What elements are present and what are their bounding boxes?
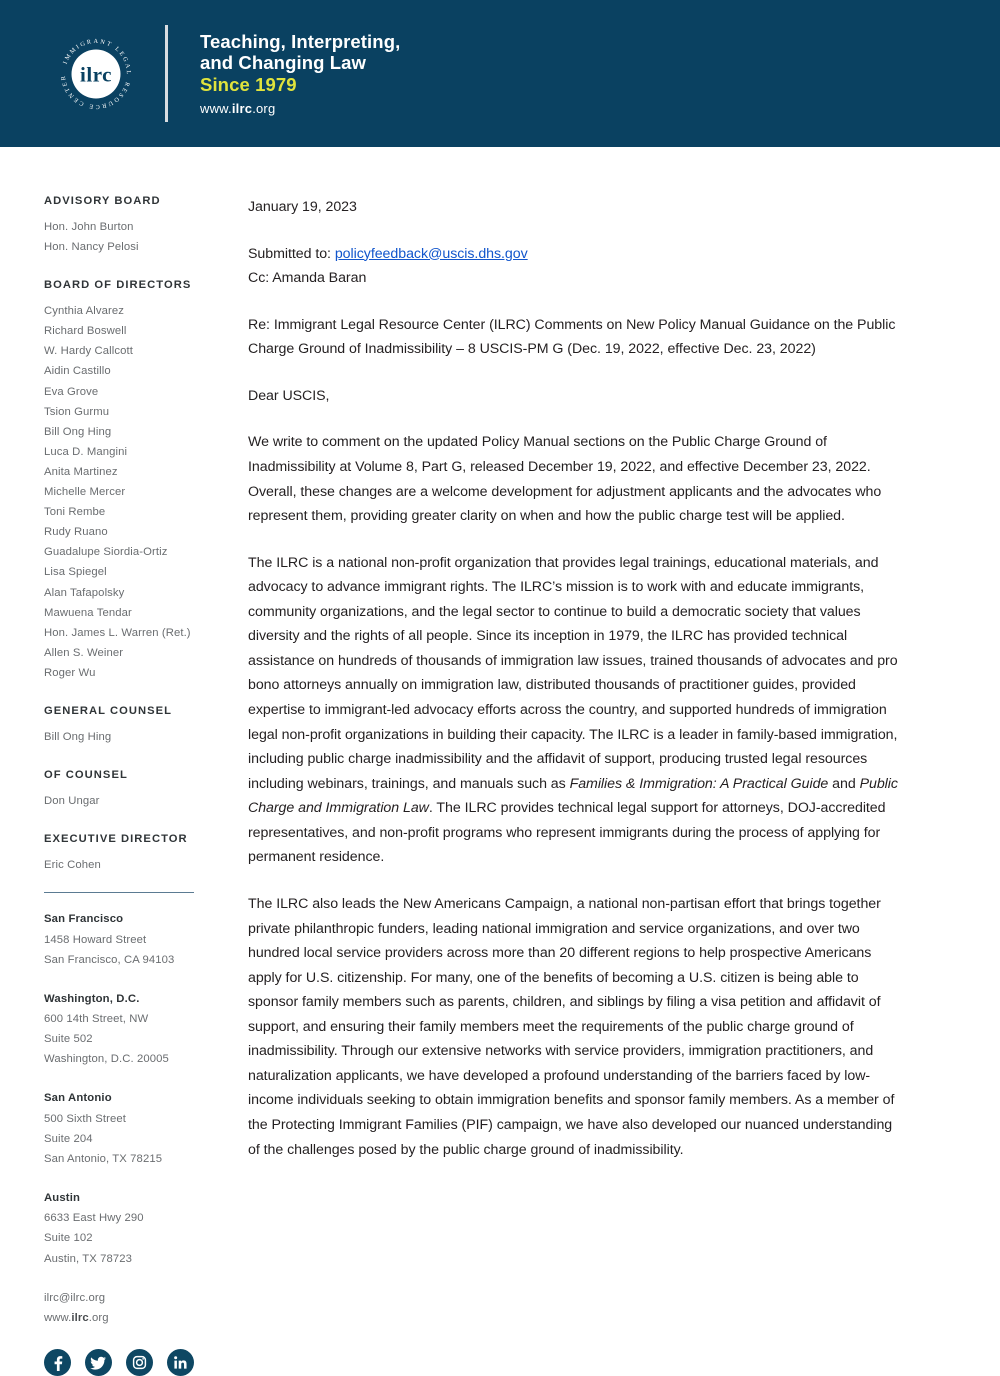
- member-name: Hon. James L. Warren (Ret.): [44, 626, 191, 639]
- header-tagline: [200, 31, 400, 117]
- office-address-line: Suite 204: [44, 1132, 93, 1145]
- office-address-austin: [44, 1188, 210, 1269]
- member-name: Luca D. Mangini: [44, 445, 128, 458]
- paragraph-2-part-b: and: [828, 775, 860, 792]
- policy-feedback-email-link[interactable]: policyfeedback@uscis.dhs.gov: [334, 245, 528, 262]
- office-address-line: Austin, TX 78723: [44, 1252, 133, 1265]
- svg-text:RESOURCE CENTER: RESOURCE CENTER: [59, 73, 131, 110]
- member-name: Eva Grove: [44, 385, 99, 398]
- member-name: Roger Wu: [44, 666, 96, 679]
- ilrc-logo-seal-icon: [55, 33, 137, 115]
- office-address-line: 600 14th Street, NW: [44, 1013, 149, 1026]
- section-heading: ADVISORY BOARD: [44, 195, 161, 207]
- page-header: [0, 0, 1000, 147]
- office-city: San Francisco: [44, 913, 124, 926]
- member-name: Aidin Castillo: [44, 365, 111, 378]
- website-prefix: www.: [44, 1311, 72, 1324]
- office-city: Washington, D.C.: [44, 992, 140, 1005]
- office-address-line: San Antonio, TX 78215: [44, 1152, 163, 1165]
- url-prefix: www.: [200, 101, 232, 117]
- section-heading: BOARD OF DIRECTORS: [44, 279, 192, 292]
- paragraph-1: We write to comment on the updated Policy Manual sections on the Public Charge Ground of Inadmissibility at Volume 8, Part G, released December 19, 2022, and effective December 23, 2022. Overall, these changes are a welcome development for adjustment applicants and the advocates who represent them, providing greater clarity on when and how the public charge test will be applied.: [248, 434, 882, 525]
- svg-text:IMMIGRANT LEGAL: IMMIGRANT LEGAL: [61, 37, 133, 76]
- member-name: Bill Ong Hing: [44, 425, 112, 438]
- contact-website[interactable]: [44, 1308, 210, 1328]
- member-name: Mawuena Tendar: [44, 606, 132, 619]
- section-heading: EXECUTIVE DIRECTOR: [44, 833, 188, 846]
- letter-content: [210, 195, 1000, 1376]
- office-address-san-francisco: [44, 909, 210, 970]
- office-address-line: 6633 East Hwy 290: [44, 1212, 144, 1225]
- book-title-public-charge: Public Charge and Immigration Law: [248, 775, 898, 817]
- paragraph-2-part-c: . The ILRC provides technical legal support for attorneys, DOJ-accredited representatives, and non-profit programs who represent immigrants during the process of applying for permanent residence.: [248, 800, 886, 866]
- website-suffix: .org: [88, 1311, 109, 1324]
- sidebar-section-executive-director: [44, 833, 210, 875]
- member-name: Eric Cohen: [44, 859, 101, 872]
- office-address-line: Suite 102: [44, 1232, 93, 1245]
- letter-date: January 19, 2023: [248, 199, 357, 215]
- website-brand: ilrc: [71, 1311, 89, 1324]
- page-body: [0, 147, 1000, 1376]
- office-address-line: 500 Sixth Street: [44, 1112, 126, 1125]
- salutation: Dear USCIS,: [248, 387, 330, 404]
- office-city: Austin: [44, 1191, 81, 1204]
- svg-text:ilrc: ilrc: [80, 62, 112, 86]
- office-address-line: Suite 502: [44, 1033, 93, 1046]
- header-website-url[interactable]: [200, 101, 400, 116]
- facebook-icon[interactable]: [44, 1349, 71, 1376]
- member-name: Bill Ong Hing: [44, 730, 112, 743]
- member-name: Guadalupe Siordia-Ortiz: [44, 546, 168, 559]
- member-name: Anita Martinez: [44, 465, 118, 478]
- member-name: Cynthia Alvarez: [44, 305, 124, 318]
- cc-line: Cc: Amanda Baran: [248, 270, 367, 287]
- book-title-families-immigration: Families & Immigration: A Practical Guide: [569, 775, 829, 792]
- tagline-since: Since 1979: [200, 74, 297, 96]
- member-name: Richard Boswell: [44, 325, 127, 338]
- social-links: [44, 1349, 210, 1376]
- tagline-line-2: and Changing Law: [200, 52, 367, 74]
- sidebar: [0, 195, 210, 1376]
- url-suffix: .org: [252, 101, 276, 117]
- url-brand: ilrc: [231, 101, 253, 117]
- office-address-line: Washington, D.C. 20005: [44, 1053, 169, 1066]
- paragraph-3: The ILRC also leads the New Americans Campaign, a national non-partisan effort that brings together private philanthropic funders, leading national immigration and service organizations, and over two hundred local service providers across more than 20 different regions to help prospective Americans apply for U.S. citizenship. For many, one of the benefits of becoming a U.S. citizen is being able to sponsor family members such as parents, children, and siblings by filing a visa petition and affidavit of support, and ensuring their family members meet the requirements of the public charge ground of inadmissibility. Through our extensive networks with service providers, immigration practitioners, and naturalization applicants, we have developed a profound understanding of the barriers faced by low-income individuals seeking to obtain immigration benefits and sponsor family members. As a member of the Protecting Immigrant Families (PIF) campaign, we have also developed our nuanced understanding of the challenges posed by the public charge ground of inadmissibility.: [248, 895, 895, 1158]
- paragraph-2: [248, 551, 902, 870]
- sidebar-section-of-counsel: [44, 769, 210, 811]
- sidebar-divider: [44, 892, 194, 893]
- member-name: Tsion Gurmu: [44, 405, 110, 418]
- contact-email[interactable]: ilrc@ilrc.org: [44, 1291, 106, 1304]
- section-heading: OF COUNSEL: [44, 769, 128, 782]
- member-name: Rudy Ruano: [44, 526, 108, 539]
- office-address-san-antonio: [44, 1088, 210, 1169]
- twitter-icon[interactable]: [85, 1349, 112, 1376]
- office-city: San Antonio: [44, 1092, 112, 1105]
- section-heading: GENERAL COUNSEL: [44, 704, 173, 717]
- office-address-line: 1458 Howard Street: [44, 933, 147, 946]
- member-name: Hon. Nancy Pelosi: [44, 241, 139, 254]
- member-name: Michelle Mercer: [44, 486, 126, 499]
- submitted-to-line: [248, 242, 902, 267]
- tagline-line-1: Teaching, Interpreting,: [200, 30, 401, 52]
- linkedin-icon[interactable]: [167, 1349, 194, 1376]
- re-line: Re: Immigrant Legal Resource Center (ILRC) Comments on New Policy Manual Guidance on the Public Charge Ground of Inadmissibility – 8 USCIS-PM G (Dec. 19, 2022, effective Dec. 23, 2022): [248, 316, 896, 358]
- sidebar-section-general-counsel: [44, 705, 210, 747]
- header-vertical-divider: [165, 25, 168, 122]
- member-name: Allen S. Weiner: [44, 646, 124, 659]
- member-name: Toni Rembe: [44, 506, 106, 519]
- sidebar-section-advisory-board: [44, 195, 210, 257]
- paragraph-2-part-a: The ILRC is a national non-profit organization that provides legal trainings, educational materials, and advocacy to advance immigrant rights. The ILRC’s mission is to work with and educate immigrants, community organizations, and the legal sector to continue to build a democratic society that values diversity and the rights of all people. Since its inception in 1979, the ILRC has provided technical assistance on hundreds of thousands of immigration law issues, trained thousands of advocates and pro bono attorneys annually on immigration law, distributed thousands of practitioner guides, provided expertise to immigrant-led advocacy efforts across the country, and supported hundreds of immigration legal non-profit organizations in building their capacity. The ILRC is a leader in family-based immigration, including public charge inadmissibility and the affidavit of support, producing trusted legal resources including webinars, trainings, and manuals such as: [248, 554, 898, 792]
- member-name: Lisa Spiegel: [44, 566, 107, 579]
- office-address-washington-dc: [44, 989, 210, 1070]
- member-name: Alan Tafapolsky: [44, 586, 125, 599]
- sidebar-section-board-of-directors: [44, 279, 210, 683]
- instagram-icon[interactable]: [126, 1349, 153, 1376]
- member-name: Don Ungar: [44, 795, 100, 808]
- member-name: Hon. John Burton: [44, 221, 134, 233]
- member-name: W. Hardy Callcott: [44, 345, 133, 358]
- submitted-to-label: Submitted to:: [248, 245, 335, 262]
- office-address-line: San Francisco, CA 94103: [44, 953, 175, 966]
